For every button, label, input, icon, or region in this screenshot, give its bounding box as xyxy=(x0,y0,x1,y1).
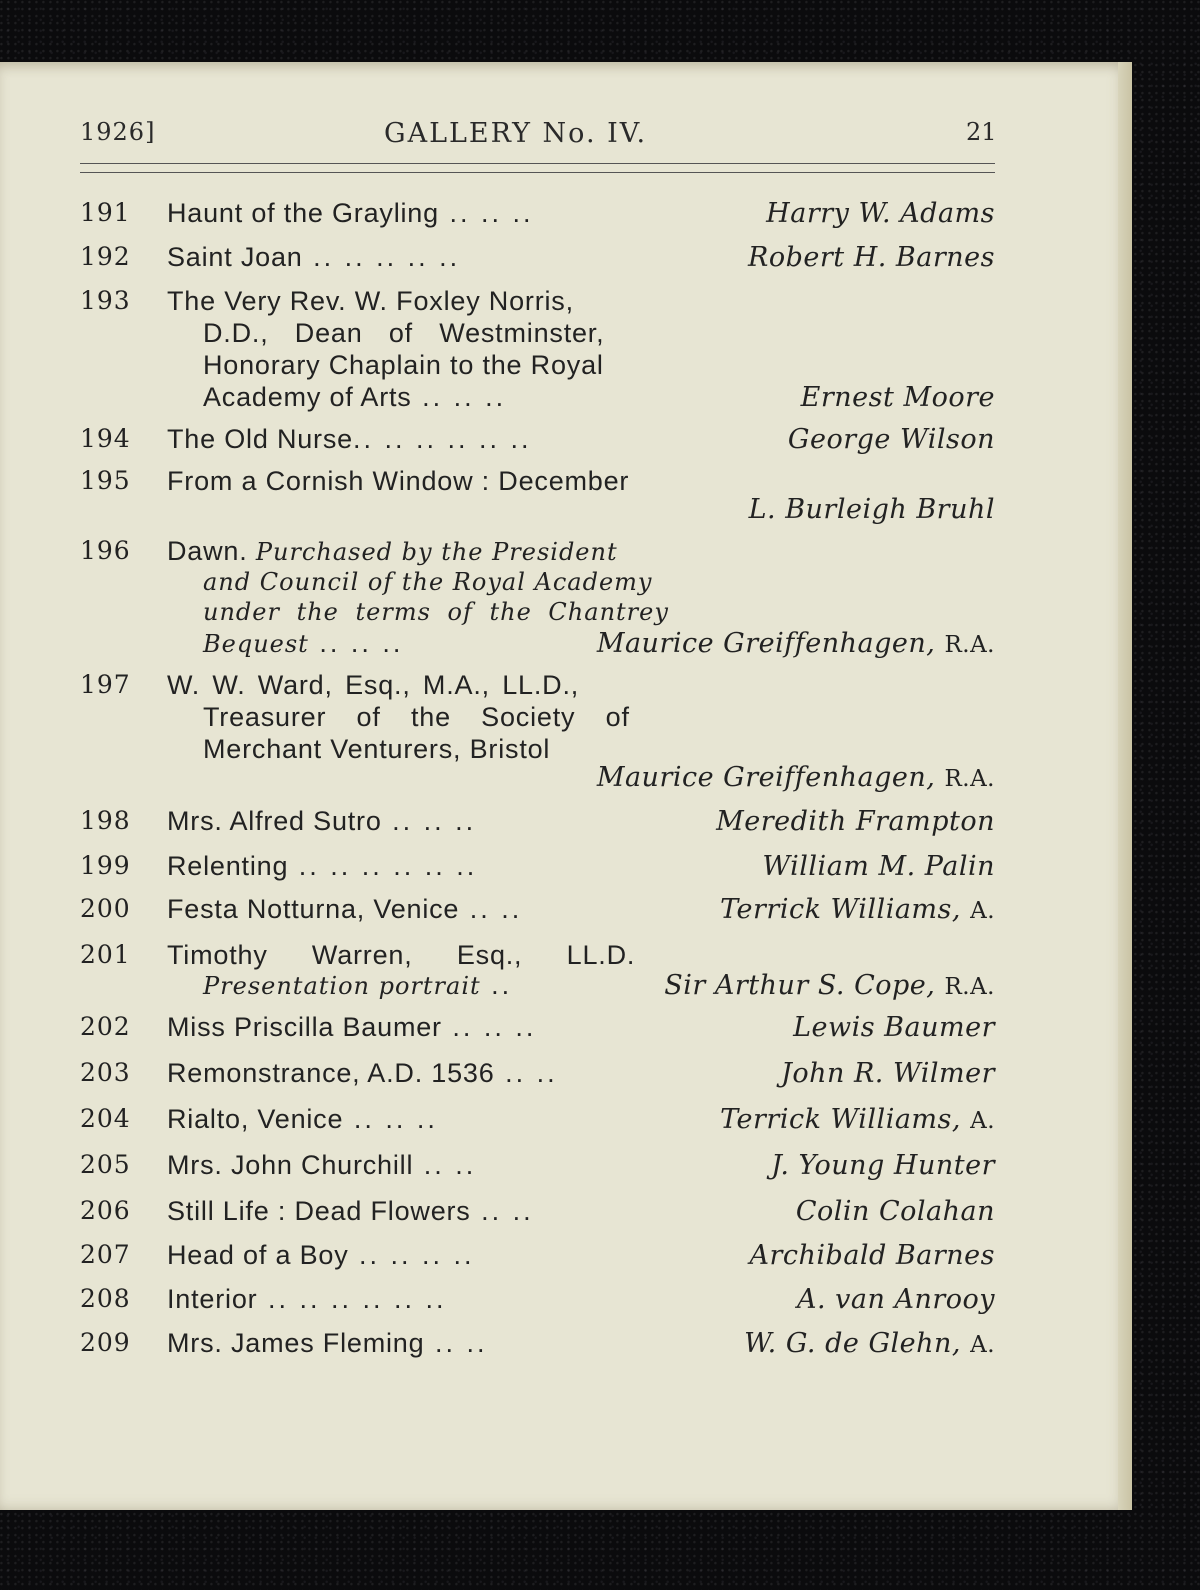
entry-artist: Meredith Frampton xyxy=(716,806,995,837)
entry-number: 191 xyxy=(80,198,131,227)
entry-number: 192 xyxy=(80,242,131,271)
entry-title: Haunt of the Grayling .. .. .. xyxy=(167,198,534,228)
entry-title-line: D.D., Dean of Westminster, xyxy=(203,318,605,348)
entry-title: Still Life : Dead Flowers .. .. xyxy=(167,1196,534,1226)
entry-title: Head of a Boy .. .. .. .. xyxy=(167,1240,475,1270)
entry-number: 204 xyxy=(80,1104,131,1133)
entry-title-line: Merchant Venturers, Bristol xyxy=(203,734,551,764)
entry-artist: Sir Arthur S. Cope, R.A. xyxy=(664,970,995,1001)
entry-number: 201 xyxy=(80,940,131,969)
entry-note: Presentation portrait .. xyxy=(203,970,513,1000)
entry-artist: William M. Palin xyxy=(762,851,995,882)
entry-title: Saint Joan .. .. .. .. .. xyxy=(167,242,461,272)
entry-artist: Harry W. Adams xyxy=(766,198,995,229)
entry-title-line: The Very Rev. W. Foxley Norris, xyxy=(167,286,574,316)
entry-artist: Ernest Moore xyxy=(800,382,995,413)
entry-title: Mrs. Alfred Sutro .. .. .. xyxy=(167,806,477,836)
entry-artist: Maurice Greiffenhagen, R.A. xyxy=(596,762,995,793)
entry-title: Dawn. Purchased by the President xyxy=(167,536,618,566)
entry-artist: Colin Colahan xyxy=(795,1196,995,1227)
entry-title: Rialto, Venice .. .. .. xyxy=(167,1104,438,1134)
entry-artist: L. Burleigh Bruhl xyxy=(748,494,995,525)
entry-title: Remonstrance, A.D. 1536 .. .. xyxy=(167,1058,558,1088)
entry-artist: W. G. de Glehn, A. xyxy=(744,1328,995,1359)
entry-number: 209 xyxy=(80,1328,131,1357)
entry-artist: George Wilson xyxy=(787,424,995,455)
entry-artist: Terrick Williams, A. xyxy=(720,894,995,925)
entry-artist: Lewis Baumer xyxy=(793,1012,995,1043)
entry-title: From a Cornish Window : December xyxy=(167,466,630,496)
entry-artist: Maurice Greiffenhagen, R.A. xyxy=(596,628,995,659)
entry-number: 197 xyxy=(80,670,131,699)
entry-title-line: Treasurer of the Society of xyxy=(203,702,630,732)
entry-number: 196 xyxy=(80,536,131,565)
entry-title: Interior .. .. .. .. .. .. xyxy=(167,1284,447,1314)
entry-title-line: W. W. Ward, Esq., M.A., LL.D., xyxy=(167,670,580,700)
entry-number: 207 xyxy=(80,1240,131,1269)
entry-title: Festa Notturna, Venice .. .. xyxy=(167,894,523,924)
entry-number: 205 xyxy=(80,1150,131,1179)
header-rule xyxy=(80,163,995,164)
entry-artist: J. Young Hunter xyxy=(771,1150,995,1181)
entry-number: 200 xyxy=(80,894,131,923)
entry-title-line: Honorary Chaplain to the Royal xyxy=(203,350,604,380)
entry-note-line: Bequest .. .. .. xyxy=(203,628,404,658)
header-rule-thin xyxy=(80,172,995,173)
entry-title: Mrs. John Churchill .. .. xyxy=(167,1150,477,1180)
entry-number: 195 xyxy=(80,466,131,495)
header-year: 1926] xyxy=(80,118,156,146)
entry-title: Timothy Warren, Esq., LL.D. xyxy=(167,940,636,970)
entry-number: 193 xyxy=(80,286,131,315)
entry-artist: A. van Anrooy xyxy=(796,1284,995,1315)
page-title: GALLERY No. IV. xyxy=(384,118,648,149)
entry-title: Relenting .. .. .. .. .. .. xyxy=(167,851,478,881)
entry-title: Mrs. James Fleming .. .. xyxy=(167,1328,488,1358)
entry-title: The Old Nurse.. .. .. .. .. .. xyxy=(167,424,532,454)
page-edge xyxy=(1118,62,1132,1510)
entry-artist: Robert H. Barnes xyxy=(748,242,995,273)
entry-note-line: and Council of the Royal Academy xyxy=(203,568,653,596)
entry-title-line: Academy of Arts .. .. .. xyxy=(203,382,507,412)
entry-number: 208 xyxy=(80,1284,131,1313)
entry-number: 198 xyxy=(80,806,131,835)
entry-number: 199 xyxy=(80,851,131,880)
entry-number: 206 xyxy=(80,1196,131,1225)
entry-number: 202 xyxy=(80,1012,131,1041)
entry-note-line: under the terms of the Chantrey xyxy=(203,598,669,626)
entry-artist: John R. Wilmer xyxy=(781,1058,995,1089)
page-number: 21 xyxy=(966,118,997,146)
running-header xyxy=(0,118,1132,158)
entry-title: Miss Priscilla Baumer .. .. .. xyxy=(167,1012,537,1042)
entry-artist: Archibald Barnes xyxy=(749,1240,995,1271)
entry-number: 194 xyxy=(80,424,131,453)
entry-artist: Terrick Williams, A. xyxy=(720,1104,995,1135)
entry-number: 203 xyxy=(80,1058,131,1087)
